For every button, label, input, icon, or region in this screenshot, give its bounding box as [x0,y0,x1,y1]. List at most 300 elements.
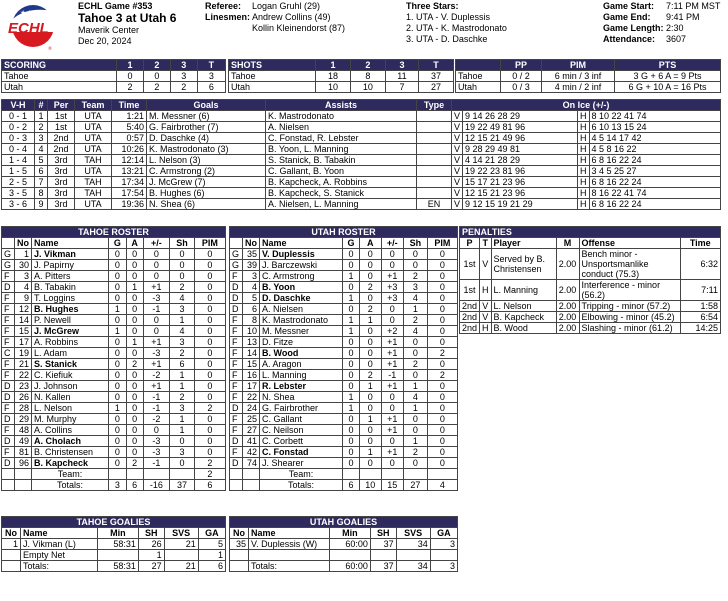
goal-time: 0:57 [112,133,146,143]
game-start: 7:11 PM MST [666,1,721,11]
player-position: F [230,337,242,347]
pos-header [2,238,14,248]
player-pim: 0 [195,260,225,270]
player-name: N. Shea [260,392,342,402]
player-position: F [230,348,242,358]
player-position: F [230,370,242,380]
player-pim: 0 [195,337,225,347]
goal-number: 2 [35,122,47,132]
player-number: 4 [15,282,31,292]
roster-row [2,436,225,446]
player-name: P. Newell [32,315,108,325]
goal-type [417,166,451,176]
player-name: C. Armstrong [260,271,342,281]
penalty-row [460,323,720,333]
goalie-goals-against: 5 [199,539,225,549]
blank-cell [404,469,427,479]
totals-label: Totals: [32,480,108,490]
player-position: F [2,271,14,281]
penalty-period: 2nd [462,323,478,333]
player-number: 1 [15,249,31,259]
goal-number: 8 [35,188,47,198]
player-pim: 0 [428,260,457,270]
home-on-ice: 6 8 16 22 24 [590,199,720,209]
player-name: M. Messner [260,326,342,336]
goal-team: TAH [75,188,111,198]
player-position: F [2,337,14,347]
goal-assists: S. Stanick, B. Tabakin [266,155,416,165]
roster-row [2,403,225,413]
player-goals: 1 [343,293,359,303]
player-name: C. Neilson [260,425,342,435]
player-pim: 0 [428,337,457,347]
player-number: 25 [243,414,259,424]
player-plus-minus: 0 [382,436,404,446]
player-pim: 0 [195,293,225,303]
player-number: 12 [15,304,31,314]
player-name: A. Aragon [260,359,342,369]
player-goals: 0 [109,392,126,402]
attendance: 3607 [666,34,687,44]
player-goals: 0 [343,337,359,347]
player-position: F [2,315,14,325]
goal-time: 12:14 [112,155,146,165]
player-number: 42 [243,447,259,457]
roster-row [230,304,457,314]
player-shots: 2 [170,282,193,292]
player-position: F [230,392,242,402]
player-goals: 0 [109,370,126,380]
player-pim: 0 [428,458,457,468]
total-plus-minus: 15 [382,480,404,490]
player-name: L. Adam [32,348,108,358]
player-plus-minus: +1 [382,381,404,391]
goal-row [2,199,720,209]
player-position: D [2,381,14,391]
player-number: 10 [243,326,259,336]
referee-name: Logan Gruhl (29) [252,1,321,11]
player-shots: 4 [404,392,427,402]
player-pim: 0 [195,304,225,314]
scoring-col: 1 [117,60,143,70]
goal-score: 1 - 4 [2,155,34,165]
shots-cell: 10 [316,82,350,92]
player-plus-minus: 0 [144,249,170,259]
score-cell: 6 [198,82,225,92]
vh-header: V-H [2,100,34,110]
player-position: G [2,249,14,259]
player-goals: 0 [109,249,126,259]
player-number: 19 [15,348,31,358]
penalty-offense: Elbowing - minor (45.2) [580,312,680,322]
pts-header: PTS [615,60,720,70]
player-number: 5 [243,293,259,303]
player-number: 13 [243,337,259,347]
player-goals: 0 [109,381,126,391]
player-pim: 2 [195,458,225,468]
penalty-offense: Interference - minor (56.2) [580,280,680,300]
matchup-title: Tahoe 3 at Utah 6 [78,11,177,25]
player-position: F [2,403,14,413]
player-assists: 0 [127,414,143,424]
player-pim: 0 [428,436,457,446]
shots-col: 3 [386,60,418,70]
player-assists: 0 [127,425,143,435]
roster-row [230,403,457,413]
game-info [78,1,176,47]
player-name: J. Barczewski [260,260,342,270]
goalie-name [249,550,329,560]
roster-row [230,392,457,402]
shots-cell: 18 [316,71,350,81]
player-pim: 0 [428,271,457,281]
pen-offense-header: Offense [580,238,680,248]
g-header: G [109,238,126,248]
goal-number: 3 [35,133,47,143]
player-assists: 0 [127,315,143,325]
goal-row [2,111,720,121]
player-pim: 2 [428,370,457,380]
penalty-period: 1st [460,249,479,279]
player-position: F [230,326,242,336]
penalty-row [460,280,720,300]
goalie-shots: 37 [371,561,396,571]
player-pim: 0 [428,381,457,391]
player-name: B. Hughes [32,304,108,314]
player-pim: 0 [428,425,457,435]
player-shots: 2 [404,359,427,369]
player-assists: 2 [360,370,380,380]
player-position: G [2,260,14,270]
score-cell: 2 [117,82,143,92]
home-on-ice: 6 8 16 22 24 [590,155,720,165]
player-position: F [2,293,14,303]
player-assists: 0 [360,458,380,468]
pen-p-header: P [460,238,479,248]
blank-cell [230,480,242,490]
player-position: D [2,414,14,424]
player-goals: 0 [343,447,359,457]
player-assists: 1 [360,414,380,424]
goals-header: Goals [147,100,265,110]
team-name: Utah [2,82,116,92]
player-name: D. Daschke [260,293,342,303]
player-name: C. Kiefiuk [32,370,108,380]
player-number: 3 [15,271,31,281]
player-pim: 0 [195,282,225,292]
blank-cell [15,480,31,490]
pim-value: 6 min / 3 inf [542,71,614,81]
total-shots: 27 [404,480,427,490]
goal-period: 2nd [48,133,74,143]
type-header: Type [417,100,451,110]
roster-row [2,326,225,336]
player-goals: 0 [109,271,126,281]
goalie-row [230,561,457,571]
player-pim: 0 [428,403,457,413]
goal-period: 1st [48,122,74,132]
player-shots: 2 [404,315,427,325]
goal-scorer: B. Hughes (6) [147,188,265,198]
shots-cell: 11 [386,71,418,81]
attendance-label: Attendance: [603,34,656,44]
player-number: 30 [15,260,31,270]
penalty-period: 1st [460,280,479,300]
player-position: D [230,436,242,446]
visitor-indicator: V [454,177,461,187]
player-goals: 0 [109,458,126,468]
game-length-label: Game Length: [603,23,664,33]
game-length: 2:30 [666,23,684,33]
player-pim: 0 [428,304,457,314]
home-indicator: H [580,166,587,176]
blank-cell [243,480,259,490]
goals-table [1,99,721,210]
player-goals: 0 [109,293,126,303]
player-plus-minus: 0 [144,315,170,325]
player-number: 41 [243,436,259,446]
player-number: 9 [15,293,31,303]
player-goals: 1 [109,403,126,413]
visitor-on-ice: 9 14 26 28 29 [463,111,577,121]
player-plus-minus: +1 [382,359,404,369]
goalie-goals-against: 1 [199,550,225,560]
visitor-on-ice: 9 28 29 49 81 [463,144,577,154]
player-goals: 0 [109,425,126,435]
visitor-indicator: V [454,133,461,143]
goal-team: UTA [75,111,111,121]
goal-type [417,122,451,132]
pen-player-header: Player [492,238,556,248]
player-assists: 0 [360,249,380,259]
player-shots: 0 [170,458,193,468]
goalie-saves: 21 [165,561,198,571]
player-pim: 0 [428,282,457,292]
player-shots: 6 [170,359,193,369]
blank-cell [360,469,380,479]
player-goals: 1 [109,326,126,336]
roster-row [230,458,457,468]
player-number: 81 [15,447,31,457]
sh-header: Sh [404,238,427,248]
player-position: D [230,403,242,413]
goal-number: 9 [35,199,47,209]
visitor-indicator: V [454,166,461,176]
utah-roster-title: UTAH ROSTER [230,227,457,237]
player-name: C. Fonstad [260,447,342,457]
goal-score: 0 - 4 [2,144,34,154]
totals-row [2,480,225,490]
player-shots: 0 [404,425,427,435]
roster-row [2,293,225,303]
player-pim: 0 [195,315,225,325]
goal-score: 0 - 2 [2,122,34,132]
player-shots: 0 [404,348,427,358]
player-position: D [2,282,14,292]
player-assists: 2 [127,359,143,369]
team-pim: 2 [195,469,225,479]
goalie-row [2,561,225,571]
three-stars-label: Three Stars: [406,1,459,11]
sh-header: Sh [170,238,193,248]
player-assists: 1 [360,381,380,391]
player-plus-minus: +1 [382,425,404,435]
pim-header: PIM [542,60,614,70]
echl-logo [4,2,62,52]
player-pim: 2 [195,403,225,413]
player-position: F [2,370,14,380]
roster-row [2,447,225,457]
goal-scorer: C. Armstrong (2) [147,166,265,176]
goalie-ga-header: GA [431,528,457,538]
goalie-number [2,550,20,560]
player-shots: 0 [404,458,427,468]
player-number: 29 [15,414,31,424]
player-assists: 0 [127,249,143,259]
roster-row [230,282,457,292]
utah-roster-table [229,226,458,491]
player-shots: 0 [170,436,193,446]
a-header: A [360,238,380,248]
goal-time: 10:26 [112,144,146,154]
goalie-minutes [98,550,138,560]
goalie-svs-header: SVS [397,528,430,538]
g-header: G [343,238,359,248]
roster-row [230,271,457,281]
penalty-team: H [482,323,489,333]
goalie-name: J. Vikman (L) [21,539,97,549]
visitor-indicator: V [454,144,461,154]
player-plus-minus: -1 [144,392,170,402]
player-name: J. McGrew [32,326,108,336]
player-name: T. Loggins [32,293,108,303]
player-plus-minus: 0 [144,260,170,270]
player-goals: 1 [343,392,359,402]
player-number: 6 [243,304,259,314]
player-shots: 2 [404,271,427,281]
penalty-row [460,312,720,322]
shots-cell: 7 [386,82,418,92]
goalie-minutes: 60:00 [330,539,370,549]
player-plus-minus: -1 [144,403,170,413]
goal-score: 2 - 5 [2,177,34,187]
player-name: N. Kallen [32,392,108,402]
player-plus-minus: -3 [144,447,170,457]
goal-time: 5:40 [112,122,146,132]
home-indicator: H [580,155,587,165]
goal-score: 3 - 5 [2,188,34,198]
roster-row [2,359,225,369]
player-pim: 0 [195,271,225,281]
player-assists: 0 [127,392,143,402]
goalie-sh-header: SH [371,528,396,538]
shots-row [229,71,453,81]
player-goals: 0 [109,447,126,457]
scoring-table [1,59,226,93]
player-number: 17 [15,337,31,347]
penalties-table [459,226,721,334]
player-position: F [230,381,242,391]
goalie-saves: 34 [397,561,430,571]
goalie-row [2,539,225,549]
roster-row [230,436,457,446]
player-goals: 0 [109,359,126,369]
player-number: 8 [243,315,259,325]
svg-text:★★★: ★★★ [20,9,39,17]
player-goals: 0 [343,348,359,358]
player-assists: 0 [127,381,143,391]
player-name: B. Yoon [260,282,342,292]
roster-row [2,458,225,468]
total-pim: 4 [428,480,457,490]
player-position: F [230,359,242,369]
team-label: Team: [260,469,342,479]
goalie-shots: 37 [371,539,396,549]
player-plus-minus: -1 [382,370,404,380]
goalie-number [230,561,248,571]
goal-row [2,122,720,132]
player-plus-minus: -3 [144,436,170,446]
player-plus-minus: +1 [382,447,404,457]
penalty-player: B. Kapcheck [492,312,556,322]
player-assists: 0 [127,348,143,358]
player-plus-minus: -3 [144,293,170,303]
blank-cell [230,469,242,479]
player-name: J. Vikman [32,249,108,259]
player-pim: 0 [195,326,225,336]
player-goals: 0 [109,348,126,358]
player-plus-minus: 0 [144,326,170,336]
goalie-row [2,550,225,560]
player-name: M. Murphy [32,414,108,424]
player-goals: 0 [109,436,126,446]
roster-row [230,425,457,435]
penalty-period: 2nd [462,312,478,322]
scoring-col: 3 [171,60,197,70]
total-pim: 6 [195,480,225,490]
roster-row [230,260,457,270]
total-assists: 6 [127,480,143,490]
goal-team: UTA [75,144,111,154]
penalty-player: Served by B. Christensen [492,249,556,279]
player-number: 22 [243,392,259,402]
player-plus-minus: +1 [382,271,404,281]
goal-period: 2nd [48,144,74,154]
totals-row [230,480,457,490]
player-position: F [2,326,14,336]
goal-score: 0 - 1 [2,111,34,121]
goalie-goals-against [431,550,457,560]
team-name: Utah [229,82,315,92]
shots-table [228,59,454,93]
tahoe-goalies-table [1,516,226,572]
shots-row [229,82,453,92]
shots-cell: 37 [419,71,453,81]
goal-time: 19:36 [112,199,146,209]
player-goals: 0 [109,260,126,270]
utah-goalies-table [229,516,458,572]
goalie-shots [371,550,396,560]
player-pim: 0 [195,370,225,380]
goal-type [417,155,451,165]
goal-period: 3rd [48,199,74,209]
player-assists: 0 [127,403,143,413]
shots-col: 1 [316,60,350,70]
home-indicator: H [580,199,587,209]
goalie-name: Totals: [21,561,97,571]
player-goals: 1 [109,304,126,314]
visitor-indicator: V [454,122,461,132]
